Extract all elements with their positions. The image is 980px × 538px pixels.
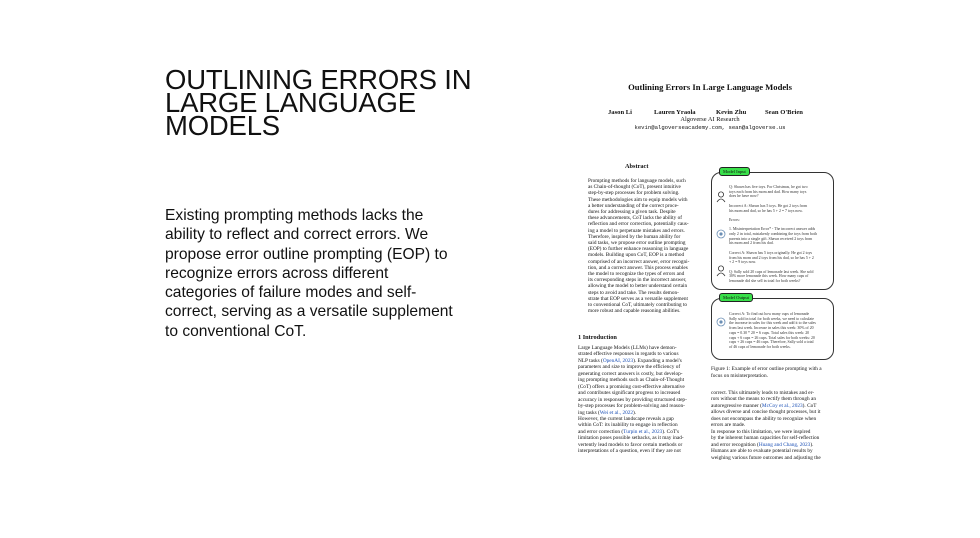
text-span: allows diverse and concise thought processes, but it [711,409,821,416]
text-span: ). Expanding a model's [633,357,682,364]
paper-page [570,70,850,480]
model-output-text [729,312,829,350]
text-span: does not encompass the ability to recognize when [711,415,817,422]
abstract-line: dures for addressing a given task. Despite [588,209,676,216]
intro-left-column [578,345,711,455]
text-span: parameters and size to improve the efficiency of [578,364,681,371]
figure-text-line: cups + 26 cups = 46 cups. Therefore, Sally sold a total [729,340,814,345]
user-icon [716,265,726,277]
model-input-label: Model Input [719,167,750,176]
intro-right-column [711,390,847,461]
figure-text-line: his mom and 2 from his dad. [729,241,774,246]
figure-caption [711,366,847,379]
text-span: interpretations of a question, even if they are not [578,448,681,455]
abstract-line: the model to recognize the types of errors and [588,271,685,278]
abstract-line: Therefore, inspired by the human ability for [588,233,681,240]
citation-link[interactable]: Turpin et al., 2023 [623,428,663,435]
text-span: limitation poses possible setbacks, as it may inad- [578,435,684,442]
text-span: vertently lead models to favor certain methods or [578,441,683,448]
author-name: Lauren Yraola [654,109,696,116]
figure-text-line: Correct A: Shawn has 5 toys originally. He got 2 toys [729,250,813,255]
figure-text-line: of 46 cups of lemonade for both weeks. [729,344,791,349]
figure-text-line: lemonade did she sell in total for both weeks? [729,279,801,284]
text-span: by-step processes for problem-solving and reason- [578,403,685,410]
text-span: Humans are able to evaluate potential results by [711,448,813,455]
figure-text-line: Sally sold in total for both weeks, we need to calculate [729,316,815,321]
text-span: and error correction ( [578,428,624,435]
abstract-line: more robust and capable reasoning abilities. [588,308,681,315]
slide-title [165,64,485,141]
model-input-text [729,185,829,284]
abstract-line: its corresponding steps in the incorrect answer, [588,277,687,284]
abstract-line: (EOP) to further enhance reasoning in language [588,246,689,253]
abstract-line: a better understanding of the correct proce- [588,202,679,209]
body-line [711,455,847,461]
text-span: errors are made. [711,422,746,429]
figure-output-box [711,295,834,360]
citation-link[interactable]: Wei et al., 2022 [599,409,634,416]
section-heading: 1 Introduction [578,334,617,341]
text-span: autoregressive manner ( [711,402,762,409]
text-span: strated effective responses in regards to various [578,351,679,358]
abstract-line: tion, and a correct answer. This process enables [588,264,688,271]
abstract-heading: Abstract [625,163,649,170]
slide-summary [165,206,485,341]
abstract-line: reflection and error correction, potentially caus- [588,221,689,228]
figure-text-line: Q: Shawn has five toys. For Christmas, he got two [729,185,808,189]
abstract-line: steps to avoid and take. The results demon- [588,289,679,296]
figure-text-line: cups + 6 cups = 26 cups. Total sales for both weeks: 20 [729,335,815,340]
figure-text-line: toys each from his mom and dad. How many toys [729,189,807,194]
abstract-line: these advancements, CoT lacks the ability of [588,215,682,222]
model-output-label: Model Output [719,293,753,302]
figure-text-line: Q: Sally sold 20 cups of lemonade last week. She sold [729,269,814,274]
text-span: NLP tasks ( [578,357,603,364]
abstract-line: ing a model to perpetuate mistakes and errors. [588,227,685,234]
text-span: However, the current landscape reveals a gap [578,415,674,422]
text-span: ). CoT's [662,428,680,435]
text-span: In response to this limitation, we were inspired [711,428,811,435]
user-icon [716,191,726,203]
figure-text-line: from his mom and 2 toys from his dad, so he has 5 + 2 [729,255,814,260]
summary-line: recognize errors across different [165,264,389,282]
figure-text-line: 30% more lemonade this week. How many cups of [729,274,809,279]
slide-title-line: MODELS [165,110,280,141]
text-span: Large Language Models (LLMs) have demon- [578,345,677,351]
citation-link[interactable]: Huang and Chang, 2023 [758,441,811,448]
abstract-line: Prompting methods for language models, such [588,178,686,184]
text-span: by the inherent human capacities for self-reflection [711,435,820,442]
text-span: ing prompting methods such as Chain-of-Thought [578,377,685,384]
summary-line: correct, serving as a versatile supplement [165,303,453,321]
text-span: rors without the means to rectify them through an [711,396,817,403]
abstract-line: said tasks, we propose error outline prompting [588,240,686,247]
paper-title: Outlining Errors In Large Language Models [628,82,792,92]
figure-text-line: cups = 0.30 * 20 = 6 cups. Total sales this week: 20 [729,330,810,335]
ai-model-icon [716,229,726,239]
summary-line: to conventional CoT. [165,322,307,340]
author-name: Sean O'Brien [765,109,803,116]
citation-link[interactable]: OpenAI, 2023 [602,357,634,364]
figure-text-line: + 2 = 9 toys now. [729,260,757,265]
figure-text-line: 1. Misinterpretation Error* - The incorrect answer adds [729,227,816,232]
abstract-line: comprised of an incorrect answer, error recogni- [588,258,690,265]
paper-affiliation: Algoverse AI Research [680,116,740,123]
abstract-line: allowing the model to better understand certain [588,283,688,290]
figure-text-line: Errors: [729,217,740,222]
text-span: correct. This ultimately leads to mistakes and er- [711,390,815,396]
citation-link[interactable]: McCoy et al., 2023 [761,402,803,409]
text-span: and error recognition ( [711,441,759,448]
summary-line: categories of failure modes and self- [165,284,417,302]
text-span: ). [633,409,637,416]
text-span: accuracy in responses by providing structured step- [578,396,687,403]
abstract-line: step-by-step processes for problem solving. [588,190,680,197]
text-span: ). CoT [802,402,817,409]
author-name: Kevin Zhu [716,109,747,116]
abstract-line: to conventional CoT, ultimately contributing to [588,302,688,309]
figure-text-line: does he have now? [729,194,759,199]
abstract-line: models. Building upon CoT, EOP is a method [588,252,685,259]
slide-title-line: LARGE LANGUAGE [165,87,416,118]
figure-text-line: from last week. Increase in sales this week: 30% of 20 [729,326,814,331]
abstract-line: These methodologies aim to equip models with [588,196,688,203]
body-line [578,448,711,454]
text-span: generating correct answers is costly, but develop- [578,370,683,377]
summary-line: Existing prompting methods lacks the [165,207,424,224]
abstract-line: strate that EOP serves as a versatile supplement [588,295,688,302]
figure-text-line: his mom and dad, so he has 5 + 2 = 7 toys now. [729,208,803,213]
caption-line: Figure 1: Example of error outline prompting with a [711,366,822,372]
caption-line: focus on misinterpretation. [711,372,768,379]
ai-model-icon [716,317,726,327]
figure-text-line: the increase in sales for this week and add it to the sales [729,321,816,326]
text-span: and contributes significant progress to increased [578,390,681,397]
text-span: weighing various future outcomes and adjusting the [711,454,821,461]
abstract-body [588,178,710,314]
figure-text-line: Incorrect A: Shawn has 5 toys. He got 2 toys from [729,203,808,208]
text-span: ). [810,441,814,448]
figure-text-line: Correct A: To find out how many cups of lemonade [729,312,810,316]
text-span: within CoT: its inability to engage in reflection [578,422,678,429]
figure-text-line: only 2 in total, mistakenly combining the toys from both [729,232,817,237]
slide-title-line: OUTLINING ERRORS IN [165,64,472,95]
text-span: (CoT) offers a promising cost-effective alternative [578,383,685,390]
summary-line: ability to reflect and correct errors. We [165,226,429,244]
figure-input-box [711,169,834,290]
figure-text-line: parents into a single gift. Shawn received 2 toys from [729,236,813,241]
paper-email: kevin@algoverseacademy.com, sean@algoverse.us [634,124,786,131]
abstract-line: as Chain-of-thought (CoT), present intuitive [588,184,681,191]
summary-line: propose error outline prompting (EOP) to [165,245,448,263]
text-span: ing tasks ( [578,409,600,416]
author-name: Jason Li [608,109,633,116]
